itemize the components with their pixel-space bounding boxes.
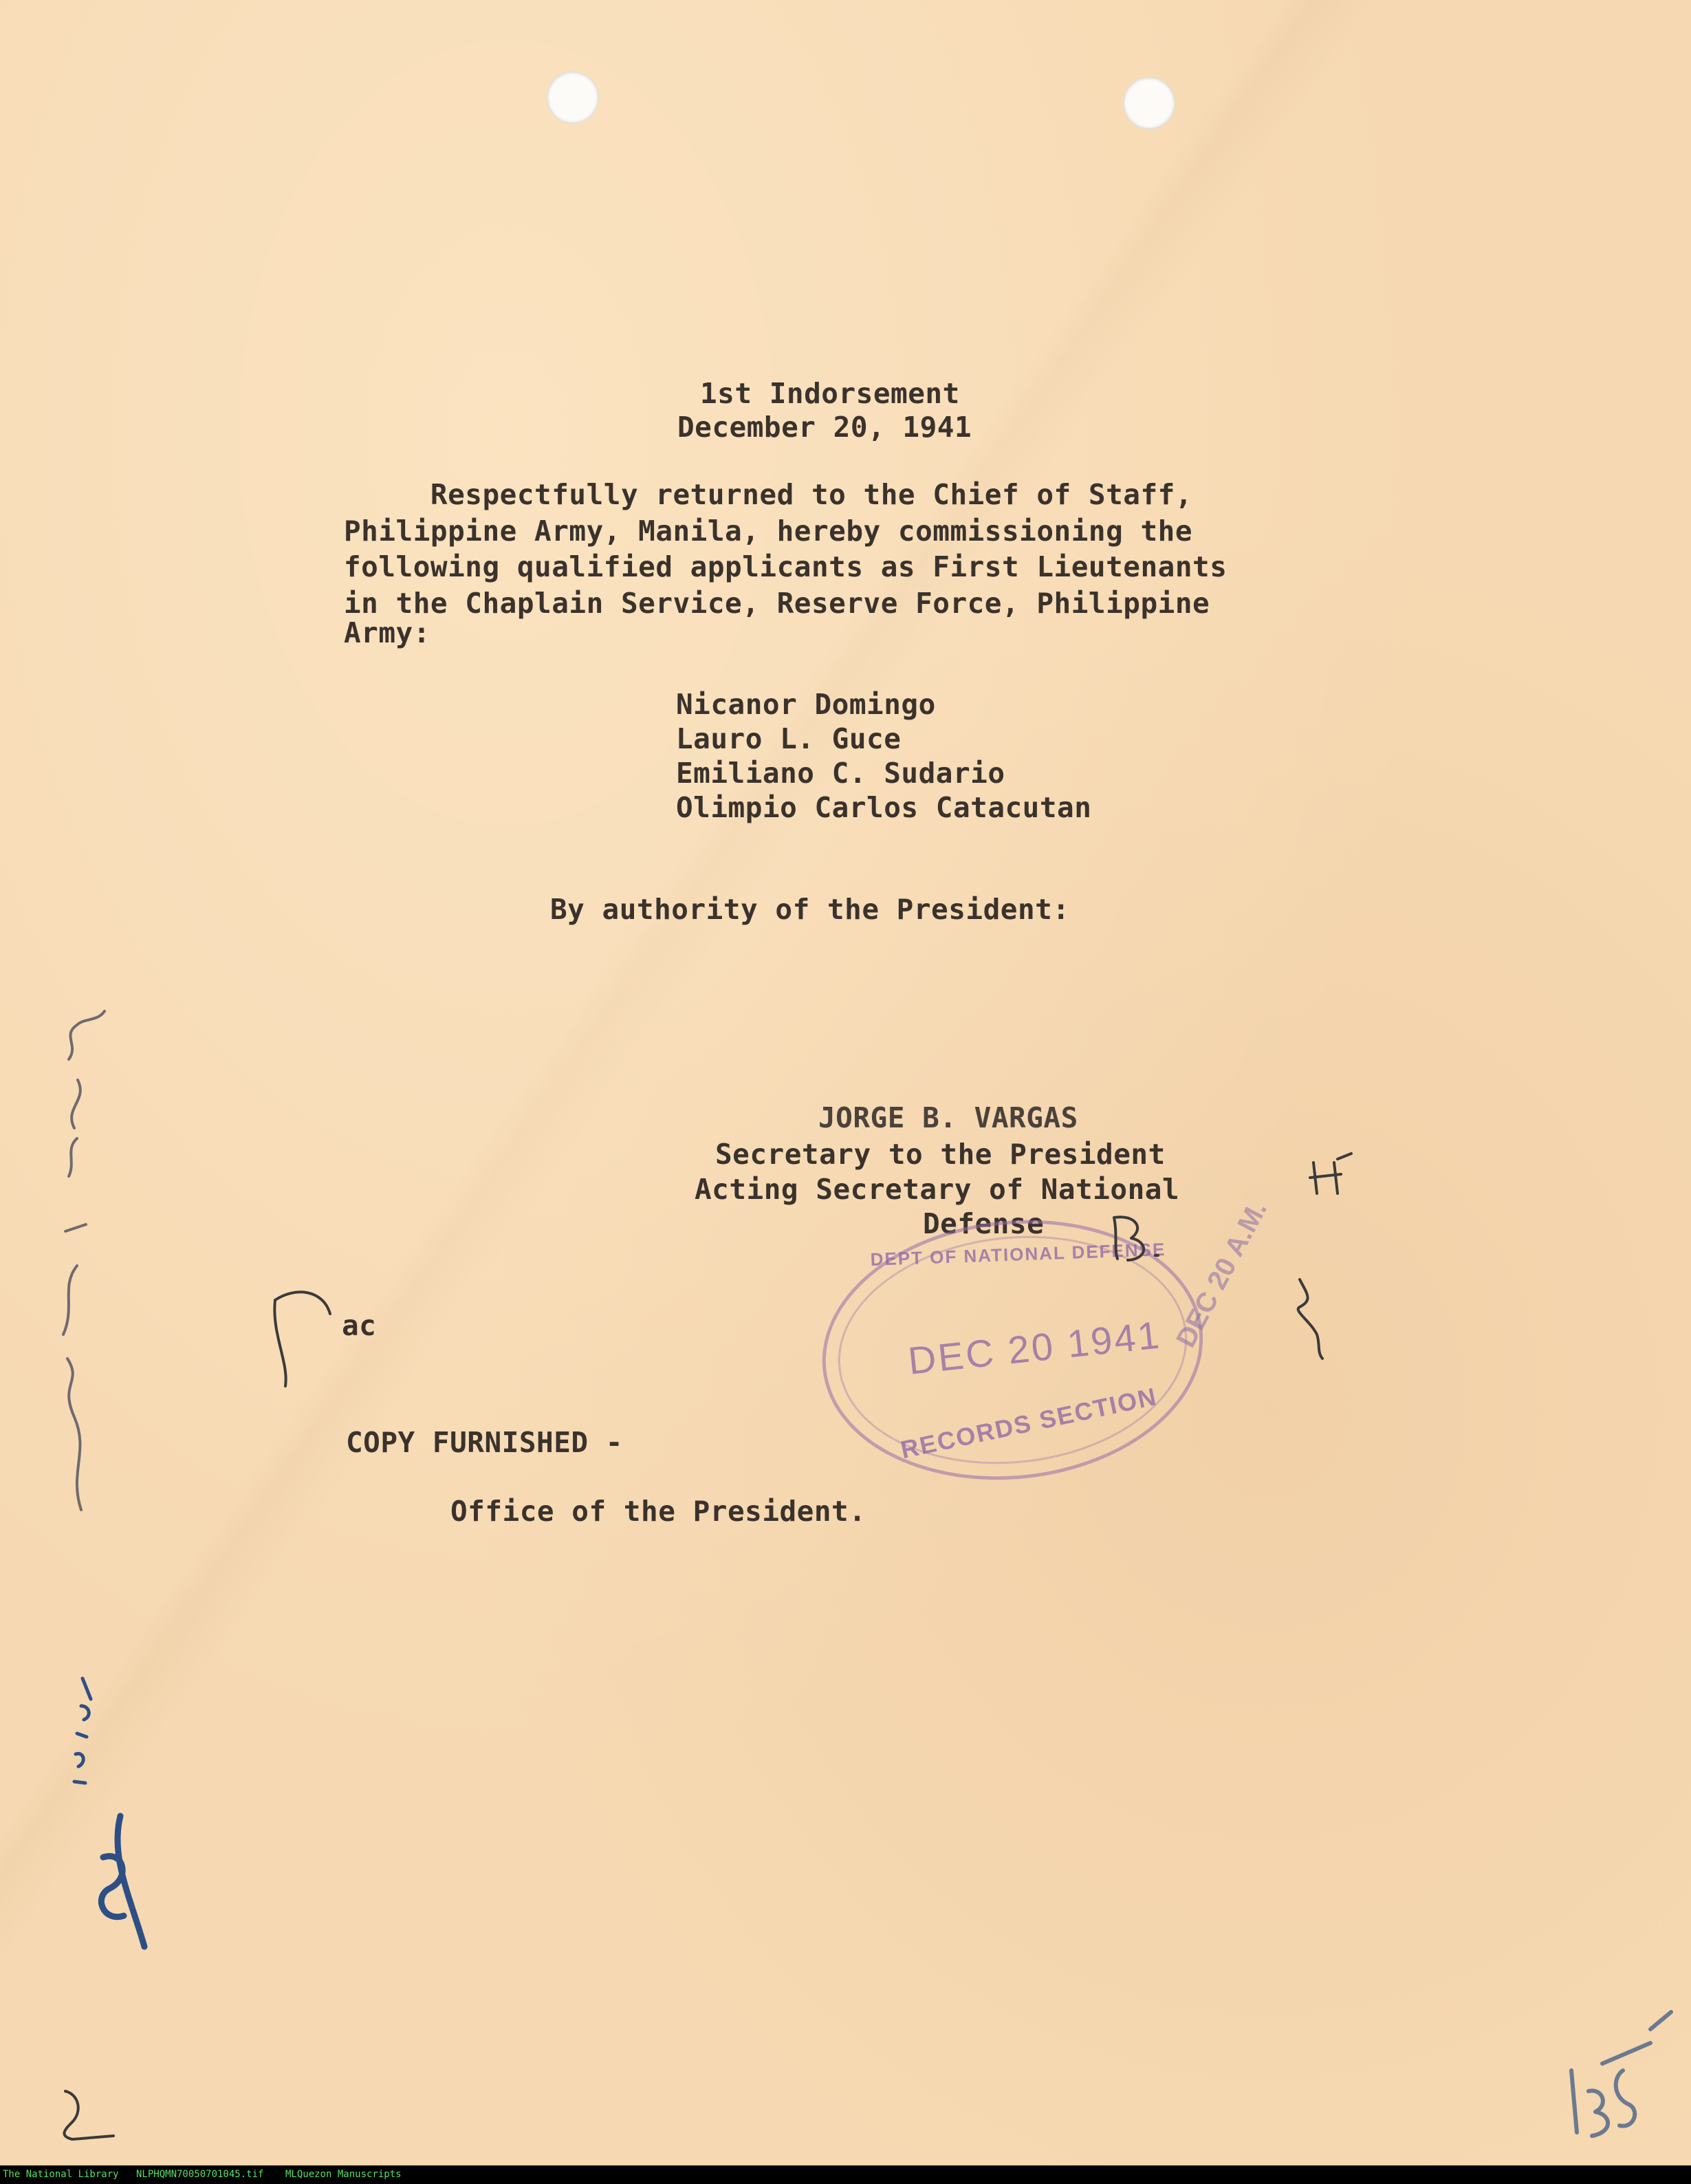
signatory-name: JORGE B. VARGAS (818, 1101, 1078, 1134)
authority-line: By authority of the President: (550, 893, 1070, 926)
applicant-name: Lauro L. Guce (676, 722, 902, 755)
archive-footer (0, 2165, 1691, 2184)
body-line: following qualified applicants as First Lieutenants (344, 550, 1228, 583)
copy-furnished-label: COPY FURNISHED - (346, 1426, 623, 1459)
indorsement-heading: 1st Indorsement (700, 377, 960, 410)
copy-recipient: Office of the President. (450, 1495, 866, 1528)
footer-library: The National Library (3, 2169, 119, 2180)
signatory-title: Defense (923, 1207, 1045, 1240)
signatory-title: Secretary to the President (715, 1138, 1166, 1171)
applicant-name: Emiliano C. Sudario (676, 757, 1005, 790)
applicant-name: Olimpio Carlos Catacutan (676, 791, 1092, 824)
signatory-title: Acting Secretary of National (695, 1173, 1180, 1206)
body-line: Army: (344, 616, 430, 649)
body-line: Respectfully returned to the Chief of Staff, (344, 478, 1193, 511)
body-line: in the Chaplain Service, Reserve Force, Philippine (344, 587, 1210, 620)
typist-initials: ac (342, 1309, 377, 1342)
applicant-name: Nicanor Domingo (676, 688, 936, 721)
stamp-date: DEC 20 1941 (906, 1312, 1164, 1383)
stamp-top-text: DEPT OF NATIONAL DEFENSE (870, 1238, 1166, 1270)
footer-filename: NLPHQMN70050701045.tif (136, 2169, 264, 2180)
stamp-section-text: RECORDS SECTION (898, 1382, 1160, 1464)
received-stamp-text: DEC 20 A.M. (1170, 1196, 1274, 1352)
indorsement-date: December 20, 1941 (677, 411, 972, 444)
body-line: Philippine Army, Manila, hereby commissioning the (344, 515, 1193, 548)
footer-collection: MLQuezon Manuscripts (285, 2169, 402, 2180)
